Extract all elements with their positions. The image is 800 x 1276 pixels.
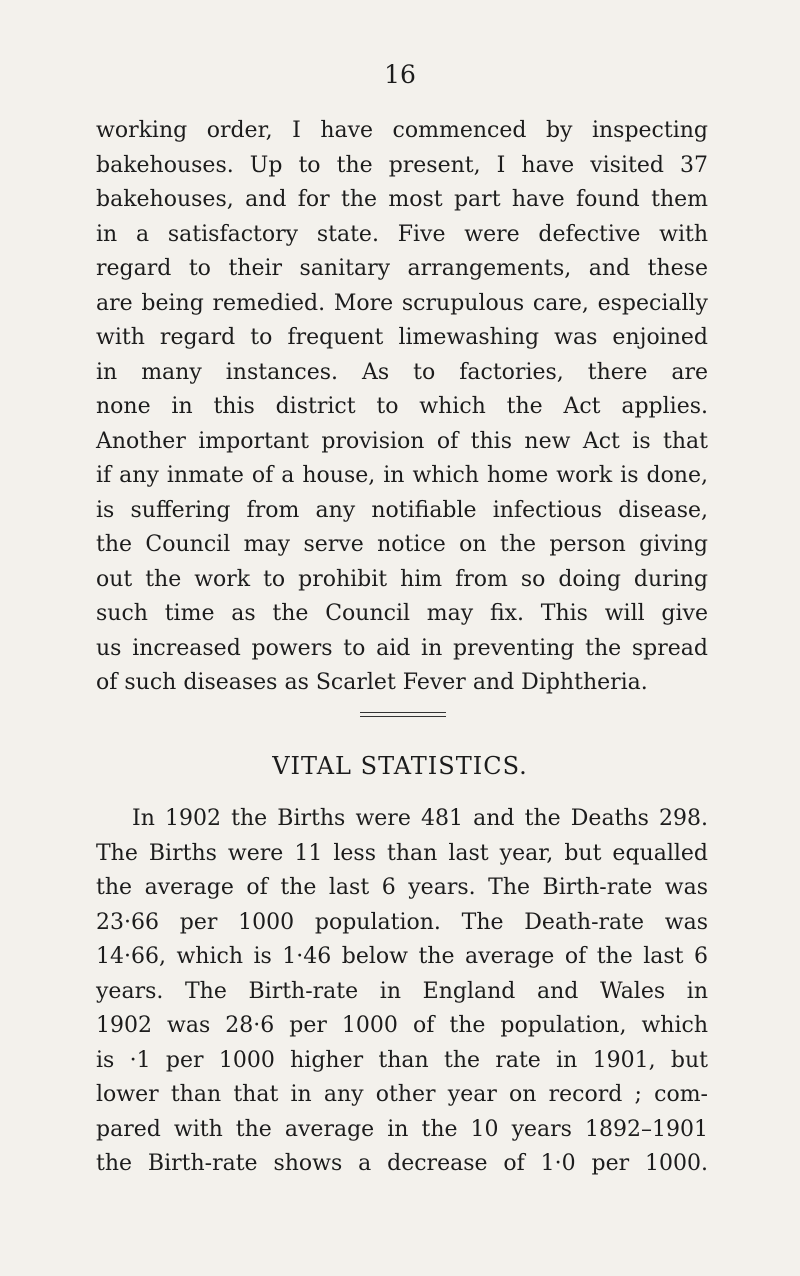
text-line: in many instances. As to factories, there are (96, 359, 708, 385)
text-line: In 1902 the Births were 481 and the Deaths 298. (132, 806, 708, 831)
text-line: none in this district to which the Act applies. (96, 394, 708, 419)
text-line: if any inmate of a house, in which home work is done, (96, 463, 708, 488)
text-line: the Council may serve notice on the person giving (96, 532, 708, 557)
text-line: years. The Birth-rate in England and Wales in (96, 978, 708, 1004)
page-number: 16 (384, 60, 416, 89)
section-divider (360, 712, 446, 720)
text-line: is suffering from any notifiable infectious disease, (96, 497, 708, 523)
text-line: bakehouses, and for the most part have found them (96, 187, 708, 212)
text-line: in a satisfactory state. Five were defective with (96, 221, 708, 247)
text-line: bakehouses. Up to the present, I have visited 37 (96, 152, 708, 178)
text-line: 1902 was 28·6 per 1000 of the population, which (96, 1013, 708, 1038)
text-line: with regard to frequent limewashing was enjoined (96, 325, 708, 350)
text-line: are being remedied. More scrupulous care, especially (96, 290, 708, 316)
text-line: 23·66 per 1000 population. The Death-rate was (96, 909, 708, 935)
text-line: 14·66, which is 1·46 below the average of the last 6 (96, 944, 708, 969)
paragraph-vital-statistics (96, 802, 708, 1182)
text-line: out the work to prohibit him from so doing during (96, 566, 708, 592)
text-line: lower than that in any other year on record ; com- (96, 1082, 708, 1107)
text-line: such time as the Council may fix. This will give (96, 601, 708, 626)
text-line: us increased powers to aid in preventing the spread (96, 635, 708, 661)
text-line: the average of the last 6 years. The Birth-rate was (96, 875, 708, 900)
text-line: The Births were 11 less than last year, but equalled (96, 840, 708, 866)
text-line: working order, I have commenced by inspecting (96, 118, 708, 143)
paragraph-bakehouses (96, 114, 708, 701)
text-line: Another important provision of this new Act is that (96, 428, 708, 454)
text-line: regard to their sanitary arrangements, and these (96, 256, 708, 281)
text-line: is ·1 per 1000 higher than the rate in 1901, but (96, 1047, 708, 1073)
text-line: of such diseases as Scarlet Fever and Diphtheria. (96, 670, 648, 695)
section-heading: VITAL STATISTICS. (272, 752, 528, 780)
text-line: pared with the average in the 10 years 1892–1901 (96, 1116, 708, 1142)
text-line: the Birth-rate shows a decrease of 1·0 per 1000. (96, 1151, 708, 1176)
